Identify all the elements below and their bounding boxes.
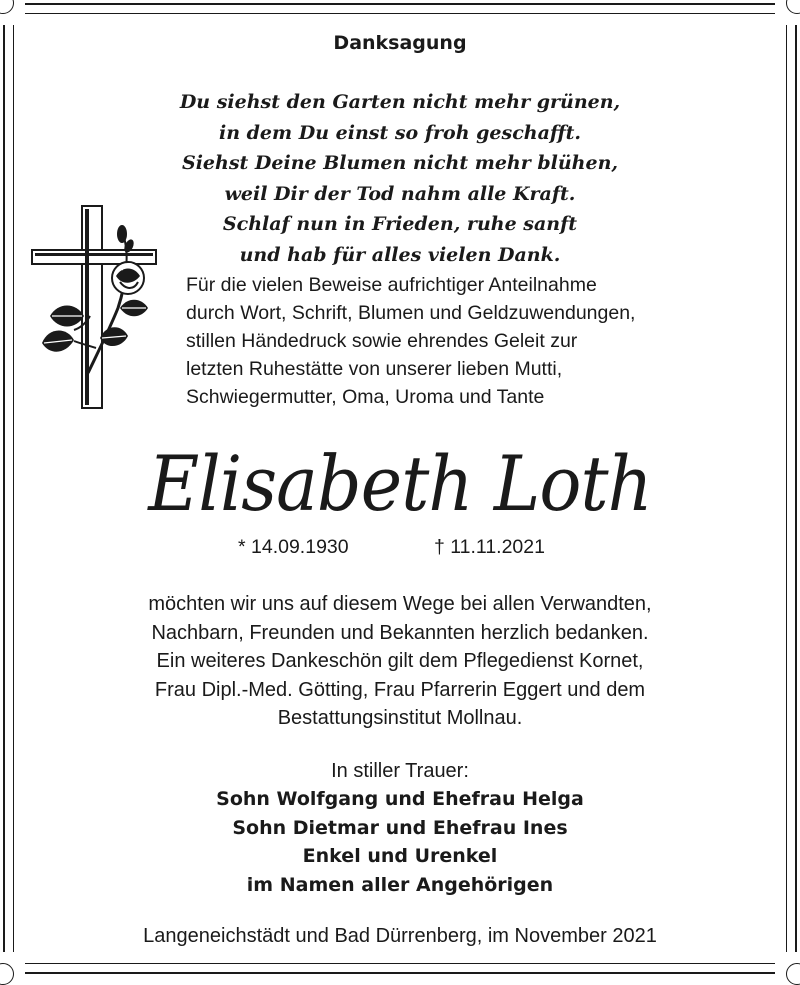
signer-line: im Namen aller Angehörigen (246, 873, 554, 896)
intro-line: durch Wort, Schrift, Blumen und Geldzuwendungen, (186, 302, 636, 324)
intro-text (186, 271, 786, 411)
deceased-name: Elisabeth Loth (148, 439, 652, 528)
thanks-text (0, 590, 800, 733)
birth-date: * 14.09.1930 (238, 536, 349, 558)
poem-line: in dem Du einst so froh geschafft. (219, 121, 581, 144)
intro-line: letzten Ruhestätte von unserer lieben Mutti, (186, 358, 563, 380)
signers-list (0, 785, 800, 899)
mourning-label: In stiller Trauer: (331, 760, 469, 782)
death-date: † 11.11.2021 (434, 536, 545, 558)
poem-line: weil Dir der Tod nahm alle Kraft. (224, 182, 576, 205)
thanks-line: Frau Dipl.-Med. Götting, Frau Pfarrerin Eggert und dem (154, 678, 646, 701)
poem-line: Schlaf nun in Frieden, ruhe sanft (222, 213, 578, 235)
thanks-line: möchten wir uns auf diesem Wege bei allen Verwandten, (148, 593, 652, 615)
corner-ornament-top-right (775, 3, 797, 25)
signer-line: Sohn Dietmar und Ehefrau Ines (232, 816, 568, 839)
thanks-line: Ein weiteres Dankeschön gilt dem Pflegedienst Kornet, (156, 650, 644, 672)
corner-ornament-bottom-right (775, 952, 797, 974)
place-date-footer: Langeneichstädt und Bad Dürrenberg, im November 2021 (143, 925, 657, 947)
intro-line: Für die vielen Beweise aufrichtiger Anteilnahme (186, 274, 597, 296)
corner-ornament-bottom-left (3, 952, 25, 974)
poem-line: Siehst Deine Blumen nicht mehr blühen, (181, 152, 619, 174)
signer-line: Enkel und Urenkel (302, 845, 498, 867)
cross-with-rose-icon (30, 198, 160, 413)
intro-line: Schwiegermutter, Oma, Uroma und Tante (186, 386, 545, 408)
corner-ornament-top-left (3, 3, 25, 25)
page-heading: Danksagung (333, 32, 467, 54)
poem-line: und hab für alles vielen Dank. (239, 243, 561, 266)
poem-line: Du siehst den Garten nicht mehr grünen, (179, 91, 621, 113)
thanks-line: Nachbarn, Freunden und Bekannten herzlich bedanken. (151, 621, 649, 644)
thanks-line: Bestattungsinstitut Mollnau. (277, 707, 523, 729)
signer-line: Sohn Wolfgang und Ehefrau Helga (216, 788, 584, 810)
intro-line: stillen Händedruck sowie ehrendes Geleit zur (186, 330, 578, 352)
